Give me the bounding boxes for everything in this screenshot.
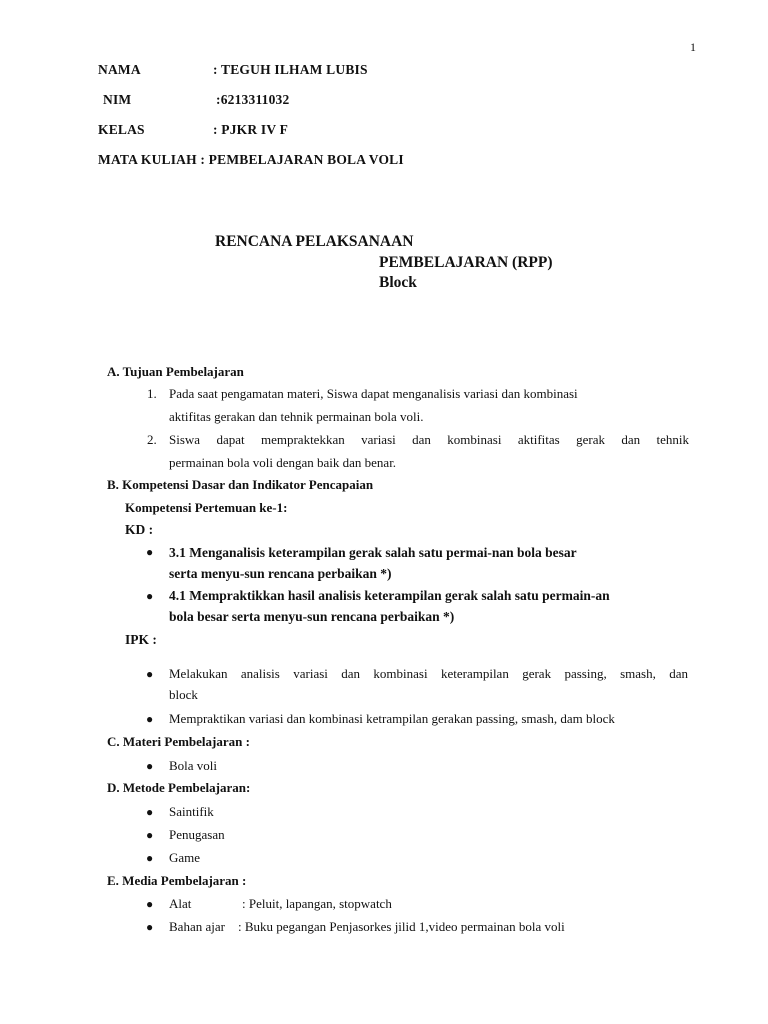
section-c-heading: C. Materi Pembelajaran : bbox=[107, 734, 250, 749]
mata-kuliah-line: MATA KULIAH : PEMBELAJARAN BOLA VOLI bbox=[98, 152, 404, 167]
bullet-icon: ● bbox=[146, 851, 154, 865]
section-b-subheading: Kompetensi Pertemuan ke-1: bbox=[125, 500, 288, 515]
kd-item-text: serta menyu-sun rencana perbaikan *) bbox=[169, 566, 392, 581]
list-item-number: 2. bbox=[147, 432, 157, 447]
metode-item: Saintifik bbox=[169, 804, 214, 819]
metode-item: Penugasan bbox=[169, 827, 225, 842]
nim-label: NIM bbox=[103, 92, 132, 107]
bullet-icon: ● bbox=[146, 589, 154, 603]
kd-item-text: 3.1 Menganalisis keterampilan gerak salah satu permai-nan bola besar bbox=[169, 545, 577, 560]
kd-label: KD : bbox=[125, 522, 154, 537]
metode-item: Game bbox=[169, 850, 201, 865]
section-e-heading: E. Media Pembelajaran : bbox=[107, 873, 247, 888]
section-b-heading: B. Kompetensi Dasar dan Indikator Pencapaian bbox=[107, 477, 374, 492]
title-line-2: PEMBELAJARAN (RPP) bbox=[379, 254, 553, 271]
page-number: 1 bbox=[690, 40, 696, 54]
media-item-label: Alat bbox=[169, 896, 192, 911]
title-line-1: RENCANA PELAKSANAAN bbox=[215, 233, 414, 250]
media-item-value: : Peluit, lapangan, stopwatch bbox=[242, 896, 392, 911]
kd-item-text: 4.1 Mempraktikkan hasil analisis keterampilan gerak salah satu permain-an bbox=[169, 588, 610, 603]
list-item-text: Pada saat pengamatan materi, Siswa dapat menganalisis variasi dan kombinasi bbox=[169, 386, 578, 401]
title-line-3: Block bbox=[379, 274, 417, 291]
ipk-item-text: Mempraktikan variasi dan kombinasi ketrampilan gerakan passing, smash, dam block bbox=[169, 711, 615, 726]
media-item-label: Bahan ajar bbox=[169, 919, 225, 934]
list-item-text: aktifitas gerakan dan tehnik permainan bola voli. bbox=[169, 409, 424, 424]
bullet-icon: ● bbox=[146, 805, 154, 819]
media-item-value: : Buku pegangan Penjasorkes jilid 1,video permainan bola voli bbox=[238, 919, 565, 934]
bullet-icon: ● bbox=[146, 667, 154, 681]
bullet-icon: ● bbox=[146, 545, 154, 559]
bullet-icon: ● bbox=[146, 759, 154, 773]
section-d-heading: D. Metode Pembelajaran: bbox=[107, 780, 251, 795]
bullet-icon: ● bbox=[146, 828, 154, 842]
kelas-value: : PJKR IV F bbox=[213, 122, 289, 137]
list-item-number: 1. bbox=[147, 386, 157, 401]
kd-item-text: bola besar serta menyu-sun rencana perbaikan *) bbox=[169, 609, 455, 624]
section-a-heading: A. Tujuan Pembelajaran bbox=[107, 364, 244, 379]
bullet-icon: ● bbox=[146, 920, 154, 934]
ipk-item-text: Melakukan analisis variasi dan kombinasi keterampilan gerak passing, smash, dan bbox=[169, 666, 688, 681]
nim-value: :6213311032 bbox=[216, 92, 290, 107]
list-item-text: Siswa dapat mempraktekkan variasi dan kombinasi aktifitas gerak dan tehnik bbox=[169, 432, 689, 447]
ipk-label: IPK : bbox=[125, 632, 157, 647]
ipk-item-text: block bbox=[169, 687, 198, 702]
materi-item: Bola voli bbox=[169, 758, 218, 773]
nama-value: : TEGUH ILHAM LUBIS bbox=[213, 62, 368, 77]
bullet-icon: ● bbox=[146, 897, 154, 911]
kelas-label: KELAS bbox=[98, 122, 145, 137]
nama-label: NAMA bbox=[98, 62, 141, 77]
bullet-icon: ● bbox=[146, 712, 154, 726]
list-item-text: permainan bola voli dengan baik dan benar. bbox=[169, 455, 397, 470]
